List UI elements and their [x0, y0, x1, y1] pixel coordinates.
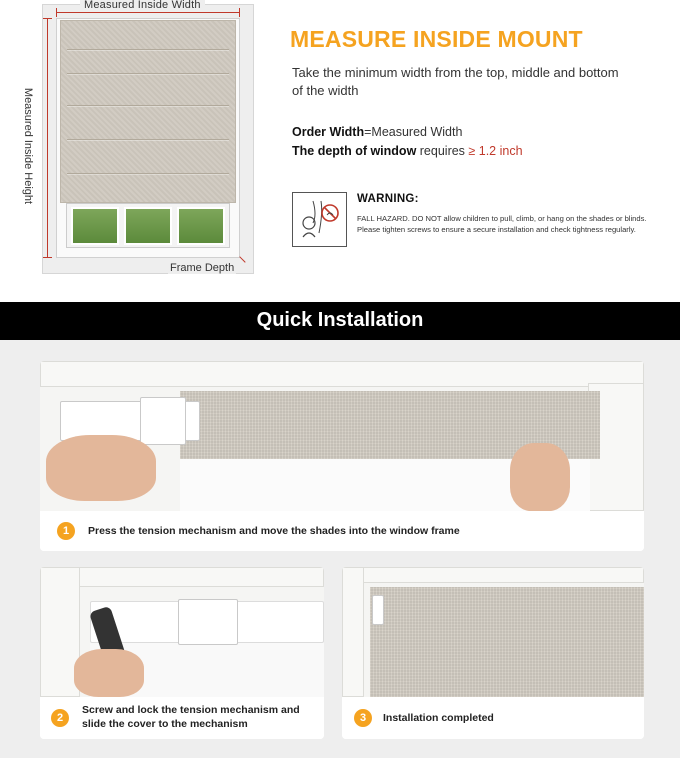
child-strangulation-warning-icon: [292, 192, 347, 247]
installed-shade: [370, 587, 644, 697]
order-width-label: Order Width: [292, 125, 365, 139]
step-2-text: Screw and lock the tension mechanism and slide the cover to the mechanism: [82, 704, 300, 730]
shade-fold: [67, 139, 229, 140]
height-label: Measured Inside Height: [22, 87, 34, 205]
hand-right: [510, 443, 570, 511]
warning-title: WARNING:: [357, 193, 419, 205]
depth-value: ≥ 1.2 inch: [468, 144, 523, 158]
hand-left: [46, 435, 156, 501]
installation-section: [0, 340, 680, 758]
step-3-caption: [342, 697, 644, 739]
window-frame-side: [342, 567, 364, 697]
step-2-card: [40, 567, 324, 739]
step-1-text: Press the tension mechanism and move the shades into the window frame: [88, 525, 460, 537]
height-tick-bottom: [43, 257, 52, 258]
step-2-caption: [40, 697, 324, 739]
banner-title: Quick Installation: [256, 309, 424, 331]
measure-section: [0, 0, 680, 300]
step-1-badge: 1: [57, 522, 75, 540]
hand: [74, 649, 144, 697]
order-width-line: [292, 123, 523, 142]
shade-fold: [67, 73, 229, 74]
step-3-badge: 3: [354, 709, 372, 727]
step-2-photo: [40, 567, 324, 697]
step-1-caption: [40, 511, 644, 551]
measure-title: MEASURE INSIDE MOUNT: [290, 26, 583, 52]
roman-shade: [60, 20, 236, 203]
depth-label: The depth of window: [292, 144, 417, 158]
step-1-card: [40, 361, 644, 551]
tension-cover: [178, 599, 238, 645]
width-measure-line: [56, 12, 240, 13]
shade-fold: [67, 105, 229, 106]
width-label: Measured Inside Width: [80, 0, 205, 11]
width-tick-left: [56, 8, 57, 17]
depth-line: [292, 142, 523, 161]
shade-fold: [67, 173, 229, 174]
warning-body: FALL HAZARD. DO NOT allow children to pull, climb, or hang on the shades or blinds. Please tighten screws to ensure a secure installation and check tightness regularly.: [357, 214, 647, 234]
tension-bracket-cap: [140, 397, 186, 445]
order-instructions: [292, 123, 523, 161]
step-2-badge: 2: [51, 709, 69, 727]
window-frame-top: [342, 567, 644, 583]
window-frame-top: [40, 361, 644, 387]
frame-depth-label: Frame Depth: [170, 262, 235, 274]
window-pane: [124, 207, 172, 245]
window-pane: [177, 207, 225, 245]
quick-installation-banner: [0, 302, 680, 340]
height-measure-line: [47, 18, 48, 258]
height-tick-top: [43, 18, 52, 19]
window-frame-top: [40, 567, 324, 587]
step-1-photo: [40, 361, 644, 511]
window-measure-diagram: [0, 0, 270, 290]
shade-fold: [67, 49, 229, 50]
side-bracket: [372, 595, 384, 625]
depth-requires: requires: [416, 144, 469, 158]
step-3-photo: [342, 567, 644, 697]
window-glass: [66, 203, 230, 248]
order-width-value: =Measured Width: [364, 125, 463, 139]
measure-description: Take the minimum width from the top, middle and bottom of the width: [292, 65, 619, 98]
step-3-text: Installation completed: [383, 712, 494, 724]
step-3-card: [342, 567, 644, 739]
window-pane: [71, 207, 119, 245]
width-tick-right: [239, 8, 240, 17]
